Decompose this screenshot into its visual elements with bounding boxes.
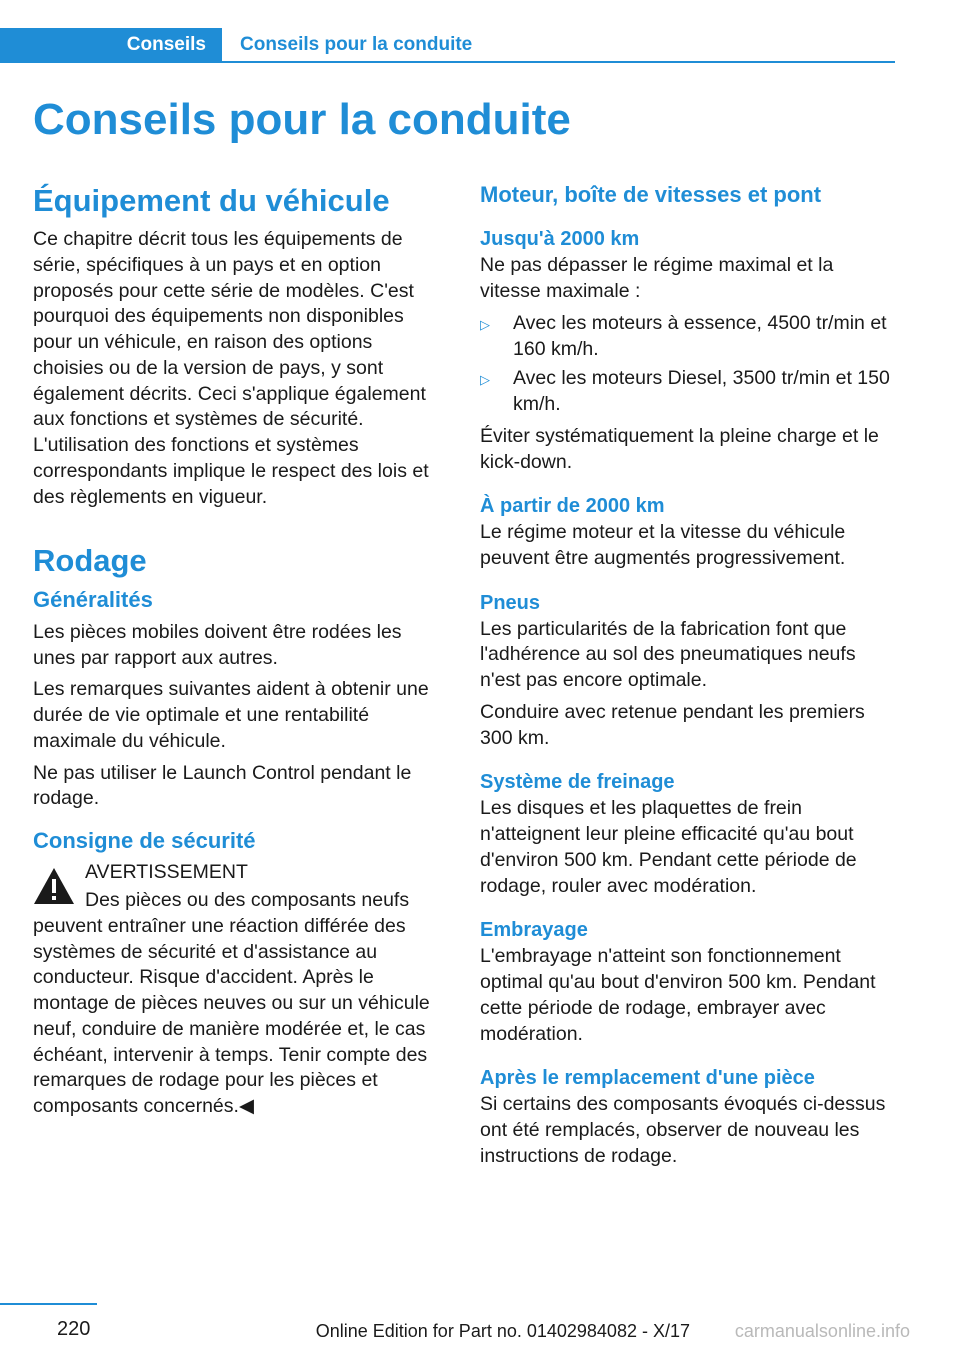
tires-heading: Pneus [480, 591, 541, 614]
equipment-heading: Équipement du véhicule [33, 183, 390, 218]
watermark: carmanualsonline.info [734, 1321, 910, 1341]
warning-text: Des pièces ou des composants neufs peuvent entraîner une réaction différée des systèmes de sécurité et d'assistance au conducteur. Risque d'accident. Après le montage de pièces neuves ou sur un véhicule neuf, conduire de manière modérée et, le cas échéant, intervenir à temps. Tenir compte des remarques de rodage pour les pièces et composants concernés.◀ [33, 889, 430, 1117]
footer-rule [0, 1303, 97, 1305]
avoid-text: Éviter systématiquement la pleine charge et le kick-down. [480, 424, 879, 473]
tab-conseils-conduite[interactable]: Conseils pour la conduite [240, 33, 473, 55]
equipment-text: Ce chapitre décrit tous les équipements de série, spécifiques à un pays et en option proposés pour cette série de modèles. C'est pourquoi des équipements non disponibles pour un véhicule, en raison des options choisies ou de la version de pays, y sont également décrits. Ceci s'applique également aux fonctions et systèmes de sécurité. L'utilisation des fonctions et systèmes correspondants implique le respect des lois et des règlements en vigueur. [33, 228, 429, 508]
right-column [480, 182, 898, 1175]
replacement-text: Si certains des composants évoqués ci-dessus ont été remplacés, observer de nouveau les instructions de rodage. [480, 1093, 886, 1167]
speed-limit-list [480, 311, 898, 418]
rodage-paragraph-3: Ne pas utiliser le Launch Control pendant le rodage. [33, 761, 412, 810]
left-column [33, 182, 448, 1120]
up-to-2000-text: Ne pas dépasser le régime maximal et la vitesse maximale : [480, 254, 834, 303]
from-2000-heading: À partir de 2000 km [480, 495, 665, 518]
rodage-paragraph-2: Les remarques suivantes aident à obtenir une durée de vie optimale et une rentabilité maximale du véhicule. [33, 678, 429, 752]
rodage-heading: Rodage [33, 543, 147, 579]
page-title: Conseils pour la conduite [33, 95, 571, 144]
rodage-paragraph-1: Les pièces mobiles doivent être rodées les unes par rapport aux autres. [33, 620, 402, 669]
replacement-heading: Après le remplacement d'une pièce [480, 1067, 815, 1090]
list-item [480, 366, 898, 417]
tab-conseils[interactable]: Conseils [0, 28, 222, 61]
safety-heading: Consigne de sécurité [33, 827, 256, 853]
triangle-bullet-icon: ▷ [480, 372, 490, 388]
engine-heading: Moteur, boîte de vitesses et pont [480, 182, 822, 207]
from-2000-text: Le régime moteur et la vitesse du véhicule peuvent être augmentés progressivement. [480, 521, 846, 569]
clutch-text: L'embrayage n'atteint son fonctionnement optimal qu'au bout d'environ 500 km. Pendant cette période de rodage, embrayer avec modération. [480, 945, 876, 1045]
warning-triangle-icon [33, 866, 75, 906]
clutch-heading: Embrayage [480, 919, 588, 942]
warning-label: AVERTISSEMENT [85, 861, 248, 884]
header-bar [0, 28, 895, 63]
general-heading: Généralités [33, 587, 153, 613]
tires-paragraph-1: Les particularités de la fabrication font que l'adhérence au sol des pneumatiques neufs n'est pas encore optimale. [480, 617, 856, 692]
brakes-heading: Système de freinage [480, 771, 675, 794]
edition-note: Online Edition for Part no. 01402984082 - X/17 [315, 1321, 690, 1341]
warning-block [33, 860, 448, 1119]
page-number: 220 [57, 1318, 91, 1340]
list-item [480, 311, 898, 362]
tires-paragraph-2: Conduire avec retenue pendant les premiers 300 km. [480, 700, 865, 749]
up-to-2000-heading: Jusqu'à 2000 km [480, 228, 640, 251]
bullet-text: Avec les moteurs Diesel, 3500 tr/min et 150 km/h. [513, 367, 890, 416]
bullet-text: Avec les moteurs à essence, 4500 tr/min et 160 km/h. [513, 311, 887, 360]
triangle-bullet-icon: ▷ [480, 316, 490, 332]
brakes-text: Les disques et les plaquettes de frein n'atteignent leur pleine efficacité qu'au bout d'environ 500 km. Pendant cette période de rodage, rouler avec modération. [480, 797, 857, 897]
